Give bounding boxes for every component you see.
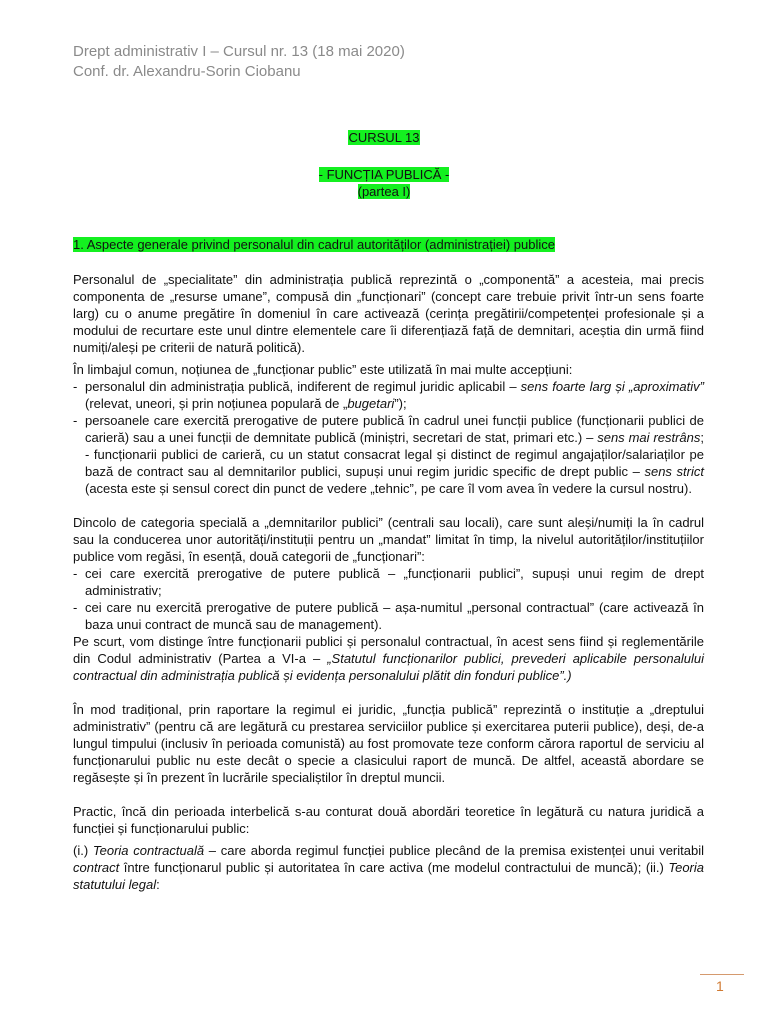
header-author-line: Conf. dr. Alexandru-Sorin Ciobanu bbox=[73, 63, 301, 80]
list-item: - cei care nu exercită prerogative de putere publică – așa-numitul „personal contractual” (care activează în baza unui contract de muncă sau de management). bbox=[73, 599, 704, 633]
subject-title bbox=[0, 166, 768, 183]
list-item: - persoanele care exercită prerogative de putere publică în cadrul unei funcții publice (funcționarii publici de carieră) sau a unei funcții de demnitate publică (miniștri, secretari de stat, primari etc.) – sens mai restrâns; - funcționarii publici de carieră, cu un statut consacrat legal și distinct de regimul angajaților/salariaților pe bază de contract sau al demnitarilor publici, supuși unui regim juridic specific de drept public – sens strict (acesta este și sensul corect din punct de vedere „tehnic”, pe care îl vom avea în vedere la cursul nostru). bbox=[73, 412, 704, 497]
header-course-line: Drept administrativ I – Cursul nr. 13 (18 mai 2020) bbox=[73, 43, 405, 60]
course-title bbox=[0, 129, 768, 146]
footer-divider bbox=[700, 974, 744, 975]
paragraph-practic: Practic, încă din perioada interbelică s-au conturat două abordări teoretice în legătură cu natura juridică a funcției și funcționarului public: bbox=[73, 804, 704, 836]
paragraph-teorii: (i.) Teoria contractuală – care aborda regimul funcției publice plecând de la premisa existenței unui veritabil contract între funcționarul public și autoritatea în care activa (me modelul contractului de muncă); (ii.) Teoria statutului legal: bbox=[73, 843, 705, 892]
acceptiuni-list bbox=[73, 378, 704, 497]
part-title-text: (partea I) bbox=[357, 184, 411, 199]
subject-title-text: - FUNCȚIA PUBLICĂ - bbox=[318, 167, 450, 182]
paragraph-pe-scurt: Pe scurt, vom distinge între funcționarii publici și personalul contractual, în acest sens fiind și reglementările din Codul administrativ (Partea a VI-a – „Statutul funcționarilor publici, prevederi aplicabile personalului contractual din administrația publică și evidența personalului plătit din fonduri publice”.) bbox=[73, 634, 704, 683]
categorii-list bbox=[73, 565, 704, 633]
course-title-text: CURSUL 13 bbox=[348, 130, 420, 145]
section-heading bbox=[73, 236, 555, 253]
paragraph-notiune: În limbajul comun, noțiunea de „funcționar public” este utilizată în mai multe accepțiuni: bbox=[73, 362, 573, 377]
document-body bbox=[73, 271, 704, 893]
page-number: 1 bbox=[716, 978, 724, 994]
paragraph-traditional: În mod tradițional, prin raportare la regimul ei juridic, „funcția publică” reprezintă o instituție a „dreptului administrativ” (pentru că are legătură cu prestarea serviciilor publice și exercitarea puterii publice), deși, de-a lungul timpului (inclusiv în perioada comunistă) au fost promovate teze conform cărora raportul de serviciu al funcționarului public nu este decât o specie a clasicului raport de muncă. De altfel, această abordare se regăsește și în prezent în lucrările specialiștilor în dreptul muncii. bbox=[73, 702, 704, 785]
paragraph-demnitari: Dincolo de categoria specială a „demnitarilor publici” (centrali sau locali), care sunt aleși/numiți la în cadrul sau la conducerea unor autorități/instituții pentru un „mandat” limitat în timp, la nivelul autorităților/instituțiilor publice vom regăsi, în esență, două categorii de „funcționari”: bbox=[73, 515, 704, 564]
page-header bbox=[73, 42, 405, 82]
part-title bbox=[0, 183, 768, 200]
paragraph-personal: Personalul de „specialitate” din administrația publică reprezintă o „componentă” a acesteia, mai precis componenta de „resurse umane”, compusă din „funcționari” (concept care trebuie privit într-un sens foarte larg) cu o anume pregătire în domeniul în care activează (cerința pregătirii/competenței profesionale și a modului de recurtare este unul dintre elementele care îi diferențiază față de demnitari, aceștia din urmă fiind numiți/aleși pe criterii de natură politică). bbox=[73, 272, 704, 355]
section-heading-text: 1. Aspecte generale privind personalul din cadrul autorităților (administrației) publice bbox=[73, 237, 555, 252]
list-item: - cei care exercită prerogative de putere publică – „funcționarii publici”, supuși unui regim de drept administrativ; bbox=[73, 565, 704, 599]
list-item: - personalul din administrația publică, indiferent de regimul juridic aplicabil – sens foarte larg și „aproximativ” (relevat, uneori, și prin noțiunea populară de „bugetari”); bbox=[73, 378, 704, 412]
